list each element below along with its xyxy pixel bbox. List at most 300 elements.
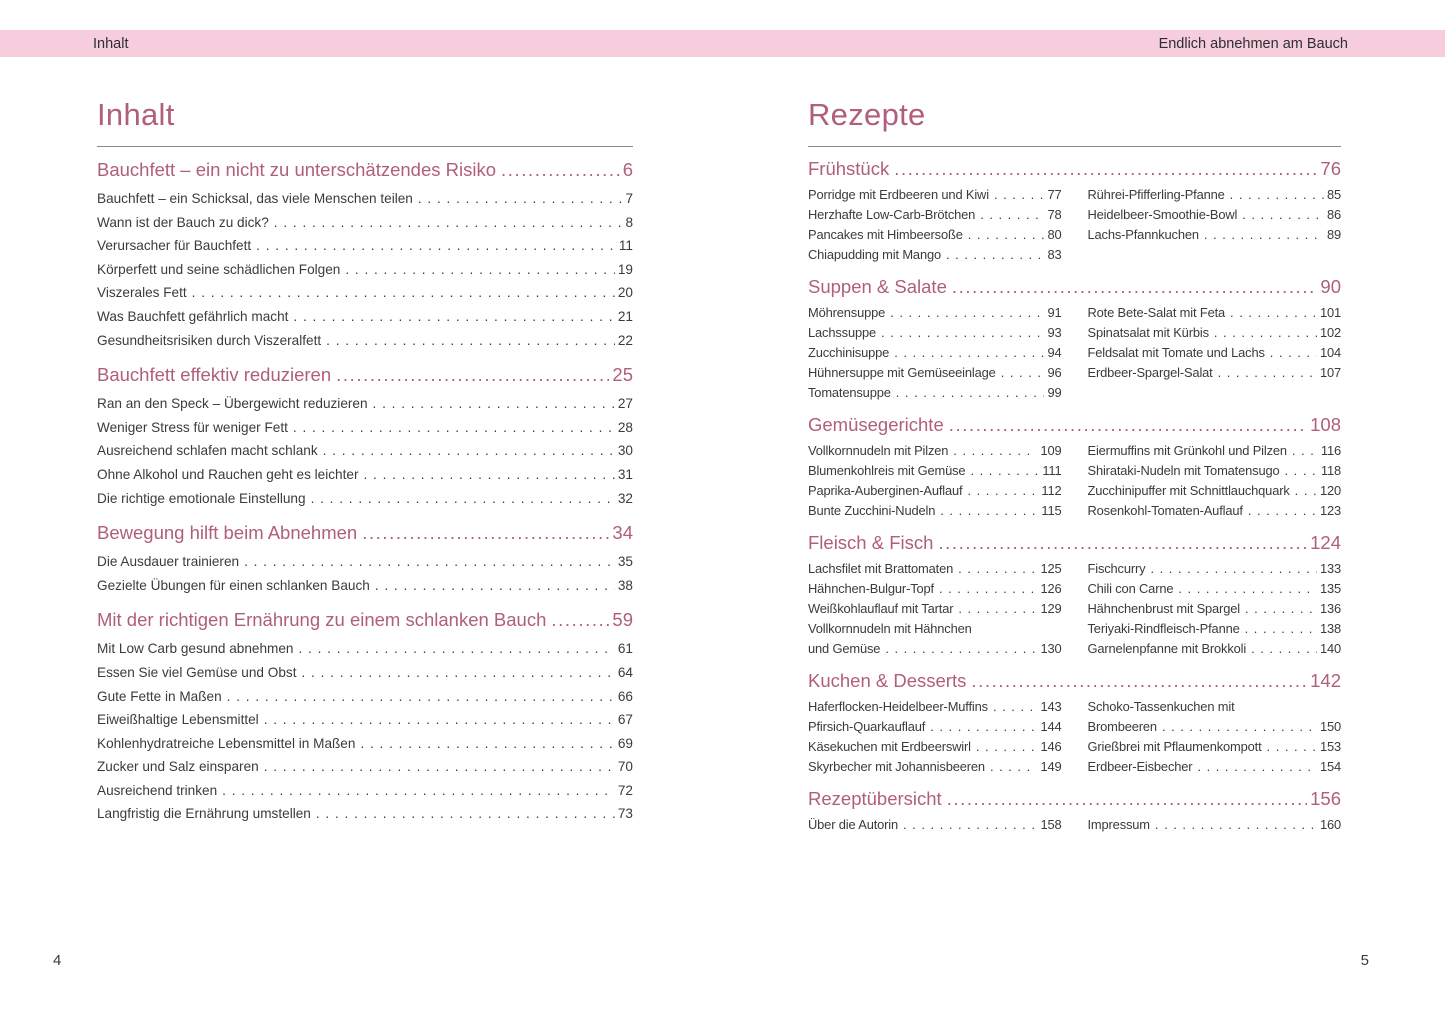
recipe-column (1088, 185, 1342, 265)
toc-entry-page: 20 (617, 285, 633, 301)
recipe-column (1088, 441, 1342, 521)
dot-leader (360, 732, 614, 756)
toc-entry (97, 685, 633, 709)
recipe-entry-label: Zucchinisuppe (808, 345, 890, 360)
toc-section-heading-page: 34 (612, 522, 633, 544)
toc-entry-label: Mit Low Carb gesund abnehmen (97, 641, 294, 657)
recipe-entry-page: 154 (1319, 759, 1341, 774)
recipe-entry (808, 383, 1062, 403)
dot-leader (1267, 737, 1317, 757)
toc-section-heading (97, 609, 633, 631)
recipe-entry-label: Tomatensuppe (808, 385, 891, 400)
recipe-entry (1088, 717, 1342, 737)
recipe-entry (1088, 619, 1342, 639)
recipe-section-heading-label: Gemüsegerichte (808, 414, 944, 435)
dot-leader (968, 225, 1045, 245)
toc-entry-page: 11 (618, 238, 633, 254)
toc-section-heading-page: 25 (612, 364, 633, 386)
recipe-section-heading-label: Kuchen & Desserts (808, 670, 967, 691)
dot-leader (1251, 639, 1317, 659)
dot-leader (894, 158, 1317, 180)
dot-leader (939, 579, 1037, 599)
recipe-entry (808, 737, 1062, 757)
recipe-column (808, 185, 1062, 265)
recipe-entry-label: Paprika-Auberginen-Auflauf (808, 483, 963, 498)
toc-entry (97, 755, 633, 779)
recipe-entry-page: 135 (1319, 581, 1341, 596)
toc-entry-page: 31 (617, 466, 633, 482)
recipe-section-heading-label: Suppen & Salate (808, 276, 947, 297)
dot-leader (1162, 717, 1317, 737)
recipe-entry-label: Über die Autorin (808, 817, 899, 832)
recipe-entry-page: 99 (1047, 385, 1062, 400)
recipe-entry-page: 158 (1040, 817, 1062, 832)
dot-leader (1248, 501, 1317, 521)
toc-entry (97, 802, 633, 826)
recipe-entry (808, 323, 1062, 343)
recipe-entry (1088, 559, 1342, 579)
recipe-entry (808, 639, 1062, 659)
recipe-entry (808, 363, 1062, 383)
dot-leader (222, 779, 615, 803)
dot-leader (227, 685, 615, 709)
dot-leader (890, 303, 1044, 323)
toc-entry-label: Die richtige emotionale Einstellung (97, 490, 306, 506)
toc-sections (97, 159, 633, 826)
dot-leader (1285, 461, 1318, 481)
recipe-entry-label: Heidelbeer-Smoothie-Bowl (1087, 207, 1238, 222)
recipe-entry-label: Impressum (1087, 817, 1150, 832)
dot-leader (1001, 363, 1045, 383)
page-number-left: 4 (53, 952, 62, 969)
recipe-entry-page: 146 (1040, 739, 1062, 754)
recipe-entry (1088, 225, 1342, 245)
recipe-entry (1088, 579, 1342, 599)
dot-leader (274, 211, 623, 235)
recipe-entry-label: Pancakes mit Himbeersoße (808, 227, 963, 242)
recipe-entry (1088, 205, 1342, 225)
dot-leader (298, 637, 614, 661)
recipe-entry-page: 102 (1319, 325, 1341, 340)
toc-entry (97, 550, 633, 574)
recipe-entry-page: 109 (1040, 443, 1062, 458)
recipe-entry-page: 93 (1047, 325, 1062, 340)
recipe-entry (1088, 501, 1342, 521)
dot-leader (301, 661, 614, 685)
recipe-entry-page: 143 (1040, 699, 1062, 714)
recipe-entry-label: Chili con Carne (1087, 581, 1174, 596)
toc-entry-page: 27 (617, 396, 633, 412)
recipe-section-heading (808, 532, 1341, 554)
recipe-columns (808, 697, 1341, 777)
recipe-sections (808, 158, 1341, 835)
toc-entry (97, 732, 633, 756)
recipe-section-heading-label: Frühstück (808, 158, 890, 179)
dot-leader (1218, 363, 1317, 383)
recipe-entry-page: 129 (1040, 601, 1062, 616)
recipe-entry (808, 757, 1062, 777)
dot-leader (256, 234, 616, 258)
dot-leader (192, 281, 615, 305)
toc-entry-page: 67 (617, 712, 633, 728)
dot-leader (373, 392, 615, 416)
recipe-column (1088, 815, 1342, 835)
toc-entry-page: 64 (617, 664, 633, 680)
recipe-entry (1088, 461, 1342, 481)
recipe-entry-label: Rührei-Pfifferling-Pfanne (1087, 187, 1225, 202)
toc-entry (97, 637, 633, 661)
recipe-entry-page: 149 (1040, 759, 1062, 774)
recipe-entry (1088, 815, 1342, 835)
recipe-entry (1088, 481, 1342, 501)
recipe-entry-page: 120 (1319, 483, 1341, 498)
toc-entry (97, 281, 633, 305)
recipe-entry (808, 185, 1062, 205)
recipe-entry-page: 123 (1319, 503, 1341, 518)
recipe-columns (808, 815, 1341, 835)
toc-entry-page: 72 (617, 782, 633, 798)
recipe-entry-label: Rosenkohl-Tomaten-Auflauf (1087, 503, 1243, 518)
toc-entry (97, 779, 633, 803)
recipe-entry-label: Zucchinipuffer mit Schnittlauchquark (1087, 483, 1290, 498)
dot-leader (885, 639, 1037, 659)
toc-section-heading (97, 159, 633, 181)
dot-leader (264, 755, 615, 779)
recipe-entry-label: Lachssuppe (808, 325, 877, 340)
recipe-entry-page: 138 (1319, 621, 1341, 636)
recipe-entry-label: Hähnchen-Bulgur-Topf (808, 581, 934, 596)
running-header (0, 30, 1445, 57)
left-page-title: Inhalt (97, 95, 633, 147)
toc-left-page (97, 95, 633, 826)
recipe-entry-page: 126 (1040, 581, 1062, 596)
recipe-section-heading-label: Fleisch & Fisch (808, 532, 934, 553)
toc-entry (97, 305, 633, 329)
toc-entry (97, 574, 633, 598)
recipe-entry (1088, 639, 1342, 659)
toc-entry-label: Wann ist der Bauch zu dick? (97, 214, 269, 230)
toc-entry-label: Gute Fette in Maßen (97, 688, 222, 704)
dot-leader (345, 258, 615, 282)
recipe-entry-label: Lachs-Pfannkuchen (1087, 227, 1199, 242)
recipe-entry-label: Feldsalat mit Tomate und Lachs (1087, 345, 1265, 360)
dot-leader (244, 550, 615, 574)
recipe-column (808, 697, 1062, 777)
recipe-entry-label: Vollkornnudeln mit Pilzen (808, 443, 949, 458)
toc-entry-label: Was Bauchfett gefährlich macht (97, 308, 289, 324)
dot-leader (994, 185, 1045, 205)
recipe-entry-label: Schoko-Tassenkuchen mit (1087, 699, 1235, 714)
dot-leader (1292, 441, 1318, 461)
recipe-entry-label: Skyrbecher mit Johannisbeeren (808, 759, 985, 774)
dot-leader (958, 599, 1037, 619)
dot-leader (362, 522, 609, 544)
toc-section-heading-label: Bauchfett effektiv reduzieren (97, 364, 332, 386)
recipe-entry (808, 343, 1062, 363)
dot-leader (958, 559, 1037, 579)
recipe-entry-label: Lachsfilet mit Brattomaten (808, 561, 954, 576)
recipe-entry-label: Fischcurry (1087, 561, 1146, 576)
dot-leader (938, 532, 1307, 554)
dot-leader (949, 414, 1307, 436)
recipe-entry (808, 697, 1062, 717)
recipe-entry (1088, 757, 1342, 777)
recipe-column (808, 303, 1062, 403)
recipe-entry-page: 94 (1047, 345, 1062, 360)
toc-entry-page: 35 (617, 554, 633, 570)
dot-leader (363, 463, 614, 487)
recipe-entry-label: Bunte Zucchini-Nudeln (808, 503, 936, 518)
dot-leader (976, 737, 1038, 757)
recipe-section-heading-page: 124 (1310, 532, 1341, 553)
recipe-entry-label: Hähnchenbrust mit Spargel (1087, 601, 1240, 616)
toc-section-heading-label: Mit der richtigen Ernährung zu einem schlanken Bauch (97, 609, 547, 631)
recipe-entry-label: Erdbeer-Eisbecher (1087, 759, 1193, 774)
recipe-entry-page: 78 (1047, 207, 1062, 222)
toc-entry-label: Ran an den Speck – Übergewicht reduzieren (97, 396, 368, 412)
recipe-entry-page: 107 (1319, 365, 1341, 380)
dot-leader (1242, 205, 1324, 225)
dot-leader (896, 383, 1045, 403)
dot-leader (336, 364, 609, 386)
recipe-section-heading-page: 90 (1320, 276, 1341, 297)
toc-entry (97, 187, 633, 211)
recipe-entry-page: 116 (1320, 443, 1341, 458)
recipe-entry-label: Erdbeer-Spargel-Salat (1087, 365, 1213, 380)
recipe-entry-page: 133 (1319, 561, 1341, 576)
toc-entry-page: 21 (617, 308, 633, 324)
dot-leader (1150, 559, 1316, 579)
toc-entry-label: Verursacher für Bauchfett (97, 238, 252, 254)
dot-leader (316, 802, 615, 826)
toc-entry-label: Körperfett und seine schädlichen Folgen (97, 261, 341, 277)
recipe-entry-label: Porridge mit Erdbeeren und Kiwi (808, 187, 989, 202)
recipe-entry-label: Herzhafte Low-Carb-Brötchen (808, 207, 976, 222)
dot-leader (952, 276, 1318, 298)
recipe-entry-page: 125 (1040, 561, 1062, 576)
dot-leader (551, 609, 609, 631)
recipe-section-heading-page: 142 (1310, 670, 1341, 691)
toc-entry-page: 7 (625, 191, 633, 206)
recipe-entry (808, 303, 1062, 323)
recipe-entry (808, 815, 1062, 835)
toc-entry-page: 69 (617, 735, 633, 751)
running-header-right: Endlich abnehmen am Bauch (1158, 35, 1348, 52)
recipe-entry-label: Rote Bete-Salat mit Feta (1087, 305, 1226, 320)
recipe-entry-page: 160 (1319, 817, 1341, 832)
recipe-entry-label: Eiermuffins mit Grünkohl und Pilzen (1087, 443, 1287, 458)
toc-entry (97, 661, 633, 685)
dot-leader (940, 501, 1038, 521)
recipe-entry (808, 205, 1062, 225)
recipe-entry-page: 77 (1047, 187, 1062, 202)
dot-leader (980, 205, 1044, 225)
recipe-entry (808, 599, 1062, 619)
dot-leader (1245, 619, 1317, 639)
toc-entry-label: Ausreichend trinken (97, 782, 218, 798)
dot-leader (993, 697, 1037, 717)
recipe-entry-page: 80 (1047, 227, 1062, 242)
toc-entry-label: Ohne Alkohol und Rauchen geht es leichter (97, 466, 359, 482)
toc-entry-label: Viszerales Fett (97, 285, 187, 301)
recipe-entry (808, 559, 1062, 579)
recipe-entry (1088, 323, 1342, 343)
dot-leader (326, 329, 615, 353)
dot-leader (1230, 303, 1317, 323)
dot-leader (1214, 323, 1317, 343)
toc-entry (97, 487, 633, 511)
toc-section-heading (97, 522, 633, 544)
recipe-section-heading (808, 158, 1341, 180)
dot-leader (970, 461, 1039, 481)
toc-entry (97, 211, 633, 235)
recipe-entry (808, 579, 1062, 599)
recipe-entry-label: Teriyaki-Rindfleisch-Pfanne (1087, 621, 1240, 636)
recipe-columns (808, 303, 1341, 403)
recipe-entry-label: Grießbrei mit Pflaumenkompott (1087, 739, 1262, 754)
toc-entry-page: 66 (617, 688, 633, 704)
toc-section-heading-label: Bauchfett – ein nicht zu unterschätzendes Risiko (97, 159, 497, 180)
toc-entry-page: 30 (617, 443, 633, 459)
dot-leader (1204, 225, 1324, 245)
dot-leader (990, 757, 1038, 777)
dot-leader (930, 717, 1037, 737)
dot-leader (501, 159, 620, 181)
dot-leader (1178, 579, 1317, 599)
recipe-entry (808, 245, 1062, 265)
toc-entry-page: 38 (617, 577, 633, 593)
recipe-entry-label: Spinatsalat mit Kürbis (1087, 325, 1209, 340)
dot-leader (293, 305, 614, 329)
toc-entry-label: Gezielte Übungen für einen schlanken Bauch (97, 577, 370, 593)
recipe-columns (808, 441, 1341, 521)
dot-leader (1230, 185, 1324, 205)
toc-entry (97, 329, 633, 353)
recipe-column (808, 815, 1062, 835)
dot-leader (1270, 343, 1317, 363)
recipe-entry-label: Blumenkohlreis mit Gemüse (808, 463, 966, 478)
toc-entry-label: Langfristig die Ernährung umstellen (97, 806, 311, 822)
dot-leader (946, 245, 1044, 265)
recipe-column (808, 559, 1062, 659)
dot-leader (311, 487, 615, 511)
recipe-entry-page: 140 (1319, 641, 1341, 656)
dot-leader (947, 788, 1307, 810)
toc-entry-page: 22 (617, 332, 633, 348)
recipe-entry-page: 144 (1040, 719, 1062, 734)
toc-entry (97, 258, 633, 282)
recipe-section-heading-page: 108 (1310, 414, 1341, 435)
recipe-entry-label: Brombeeren (1087, 719, 1157, 734)
toc-entry-label: Essen Sie viel Gemüse und Obst (97, 664, 297, 680)
right-page-title: Rezepte (808, 95, 1341, 147)
recipe-entry-label: Garnelenpfanne mit Brokkoli (1087, 641, 1247, 656)
recipe-entry (808, 461, 1062, 481)
toc-entry-label: Ausreichend schlafen macht schlank (97, 443, 318, 459)
recipe-entry-page: 130 (1040, 641, 1062, 656)
recipe-entry-label: Hühnersuppe mit Gemüseeinlage (808, 365, 996, 380)
dot-leader (323, 439, 615, 463)
page-number-right: 5 (1360, 952, 1369, 969)
dot-leader (264, 708, 615, 732)
recipe-column (1088, 559, 1342, 659)
toc-entry (97, 463, 633, 487)
recipe-entry (1088, 363, 1342, 383)
dot-leader (1155, 815, 1317, 835)
dot-leader (1197, 757, 1317, 777)
toc-entry-label: Zucker und Salz einsparen (97, 759, 259, 775)
toc-entry-page: 8 (625, 214, 633, 230)
recipe-section-heading (808, 276, 1341, 298)
toc-entry (97, 392, 633, 416)
recipe-entry-page: 89 (1326, 227, 1341, 242)
recipe-entry-label: und Gemüse (808, 641, 881, 656)
dot-leader (967, 481, 1038, 501)
recipe-entry-label: Chiapudding mit Mango (808, 247, 942, 262)
recipe-entry-label: Käsekuchen mit Erdbeerswirl (808, 739, 971, 754)
recipe-entry-page: 101 (1319, 305, 1341, 320)
dot-leader (1295, 481, 1317, 501)
recipe-entry (1088, 599, 1342, 619)
recipe-entry-page: 136 (1319, 601, 1341, 616)
recipe-entry-page: 115 (1041, 503, 1062, 518)
toc-entry-label: Bauchfett – ein Schicksal, das viele Menschen teilen (97, 191, 413, 206)
recipe-entry (808, 481, 1062, 501)
recipe-entry-label: Vollkornnudeln mit Hähnchen (808, 621, 972, 636)
recipe-column (808, 441, 1062, 521)
toc-entry-label: Gesundheitsrisiken durch Viszeralfett (97, 332, 322, 348)
recipe-entry-page: 83 (1047, 247, 1062, 262)
toc-entry-label: Kohlenhydratreiche Lebensmittel in Maßen (97, 735, 356, 751)
dot-leader (375, 574, 615, 598)
toc-entry-label: Weniger Stress für weniger Fett (97, 419, 288, 435)
recipe-entry-label: Pfirsich-Quarkauflauf (808, 719, 926, 734)
recipe-entry (808, 501, 1062, 521)
toc-entry-page: 32 (617, 490, 633, 506)
recipe-entry-page: 86 (1326, 207, 1341, 222)
recipe-entry (808, 225, 1062, 245)
recipe-section-heading (808, 670, 1341, 692)
toc-entry-page: 19 (617, 261, 633, 277)
recipe-entry-label: Möhrensuppe (808, 305, 886, 320)
dot-leader (293, 416, 615, 440)
toc-entry (97, 439, 633, 463)
recipe-entry (808, 717, 1062, 737)
dot-leader (971, 670, 1307, 692)
recipe-entry (1088, 303, 1342, 323)
recipe-entry-page: 91 (1047, 305, 1062, 320)
dot-leader (881, 323, 1044, 343)
recipe-entry-label: Weißkohlauflauf mit Tartar (808, 601, 954, 616)
recipe-entry-label: Shirataki-Nudeln mit Tomatensugo (1087, 463, 1280, 478)
recipe-entry-page: 153 (1319, 739, 1341, 754)
toc-entry-label: Eiweißhaltige Lebensmittel (97, 712, 259, 728)
recipe-entry-page: 104 (1319, 345, 1341, 360)
toc-section-heading-label: Bewegung hilft beim Abnehmen (97, 522, 358, 544)
recipe-columns (808, 559, 1341, 659)
toc-right-page (808, 95, 1341, 835)
recipe-entry-page: 118 (1320, 463, 1341, 478)
dot-leader (418, 187, 623, 211)
recipe-column (1088, 697, 1342, 777)
toc-entry-page: 28 (617, 419, 633, 435)
recipe-section-heading-page: 156 (1310, 788, 1341, 809)
dot-leader (953, 441, 1037, 461)
running-header-left: Inhalt (93, 35, 129, 52)
recipe-section-heading-label: Rezeptübersicht (808, 788, 942, 809)
recipe-section-heading (808, 788, 1341, 810)
recipe-entry-page: 85 (1326, 187, 1341, 202)
